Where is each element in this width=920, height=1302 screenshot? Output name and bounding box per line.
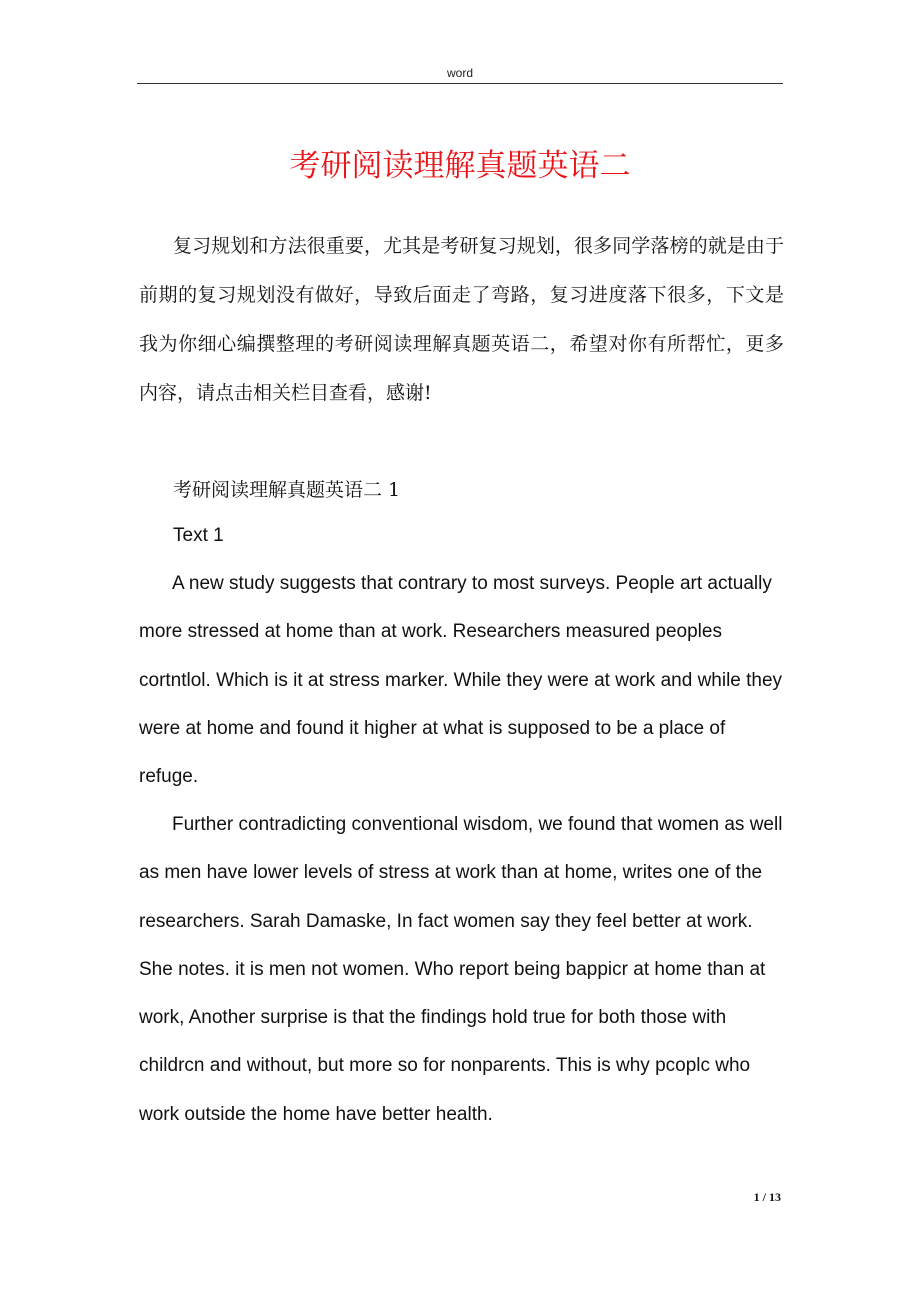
section-heading: 考研阅读理解真题英语二 1 <box>173 479 401 501</box>
intro-paragraph: 复习规划和方法很重要，尤其是考研复习规划，很多同学落榜的就是由于前期的复习规划没有做好，导致后面走了弯路，复习进度落下很多，下文是我为你细心编撰整理的考研阅读理解真题英语二，希望对你有所帮忙，更多内容，请点击相关栏目查看，感谢! <box>139 235 784 404</box>
body-paragraph-1: A new study suggests that contrary to most surveys. People art actually more stressed at home than at work. Researchers measured peoples cortntlol. Which is it at stress marker. While they were at work and while they were at home and found it higher at what is supposed to be a place of refuge. <box>139 573 783 788</box>
page-indicator: 1 / 13 <box>753 1190 781 1204</box>
body-paragraph-2: Further contradicting conventional wisdom, we found that women as well as men have lower levels of stress at work than at home, writes one of the researchers. Sarah Damaske, In fact women say they feel better at work. She notes. it is men not women. Who report being bappicr at home than at work, Another surprise is that the findings hold true for both those with childrcn and without, but more so for nonparents. This is why pcoplc who work outside the home have better health. <box>139 814 783 1125</box>
document-title: 考研阅读理解真题英语二 <box>289 148 631 184</box>
header-divider <box>137 83 783 84</box>
header-label: word <box>446 66 473 80</box>
text-label: Text 1 <box>173 525 224 546</box>
